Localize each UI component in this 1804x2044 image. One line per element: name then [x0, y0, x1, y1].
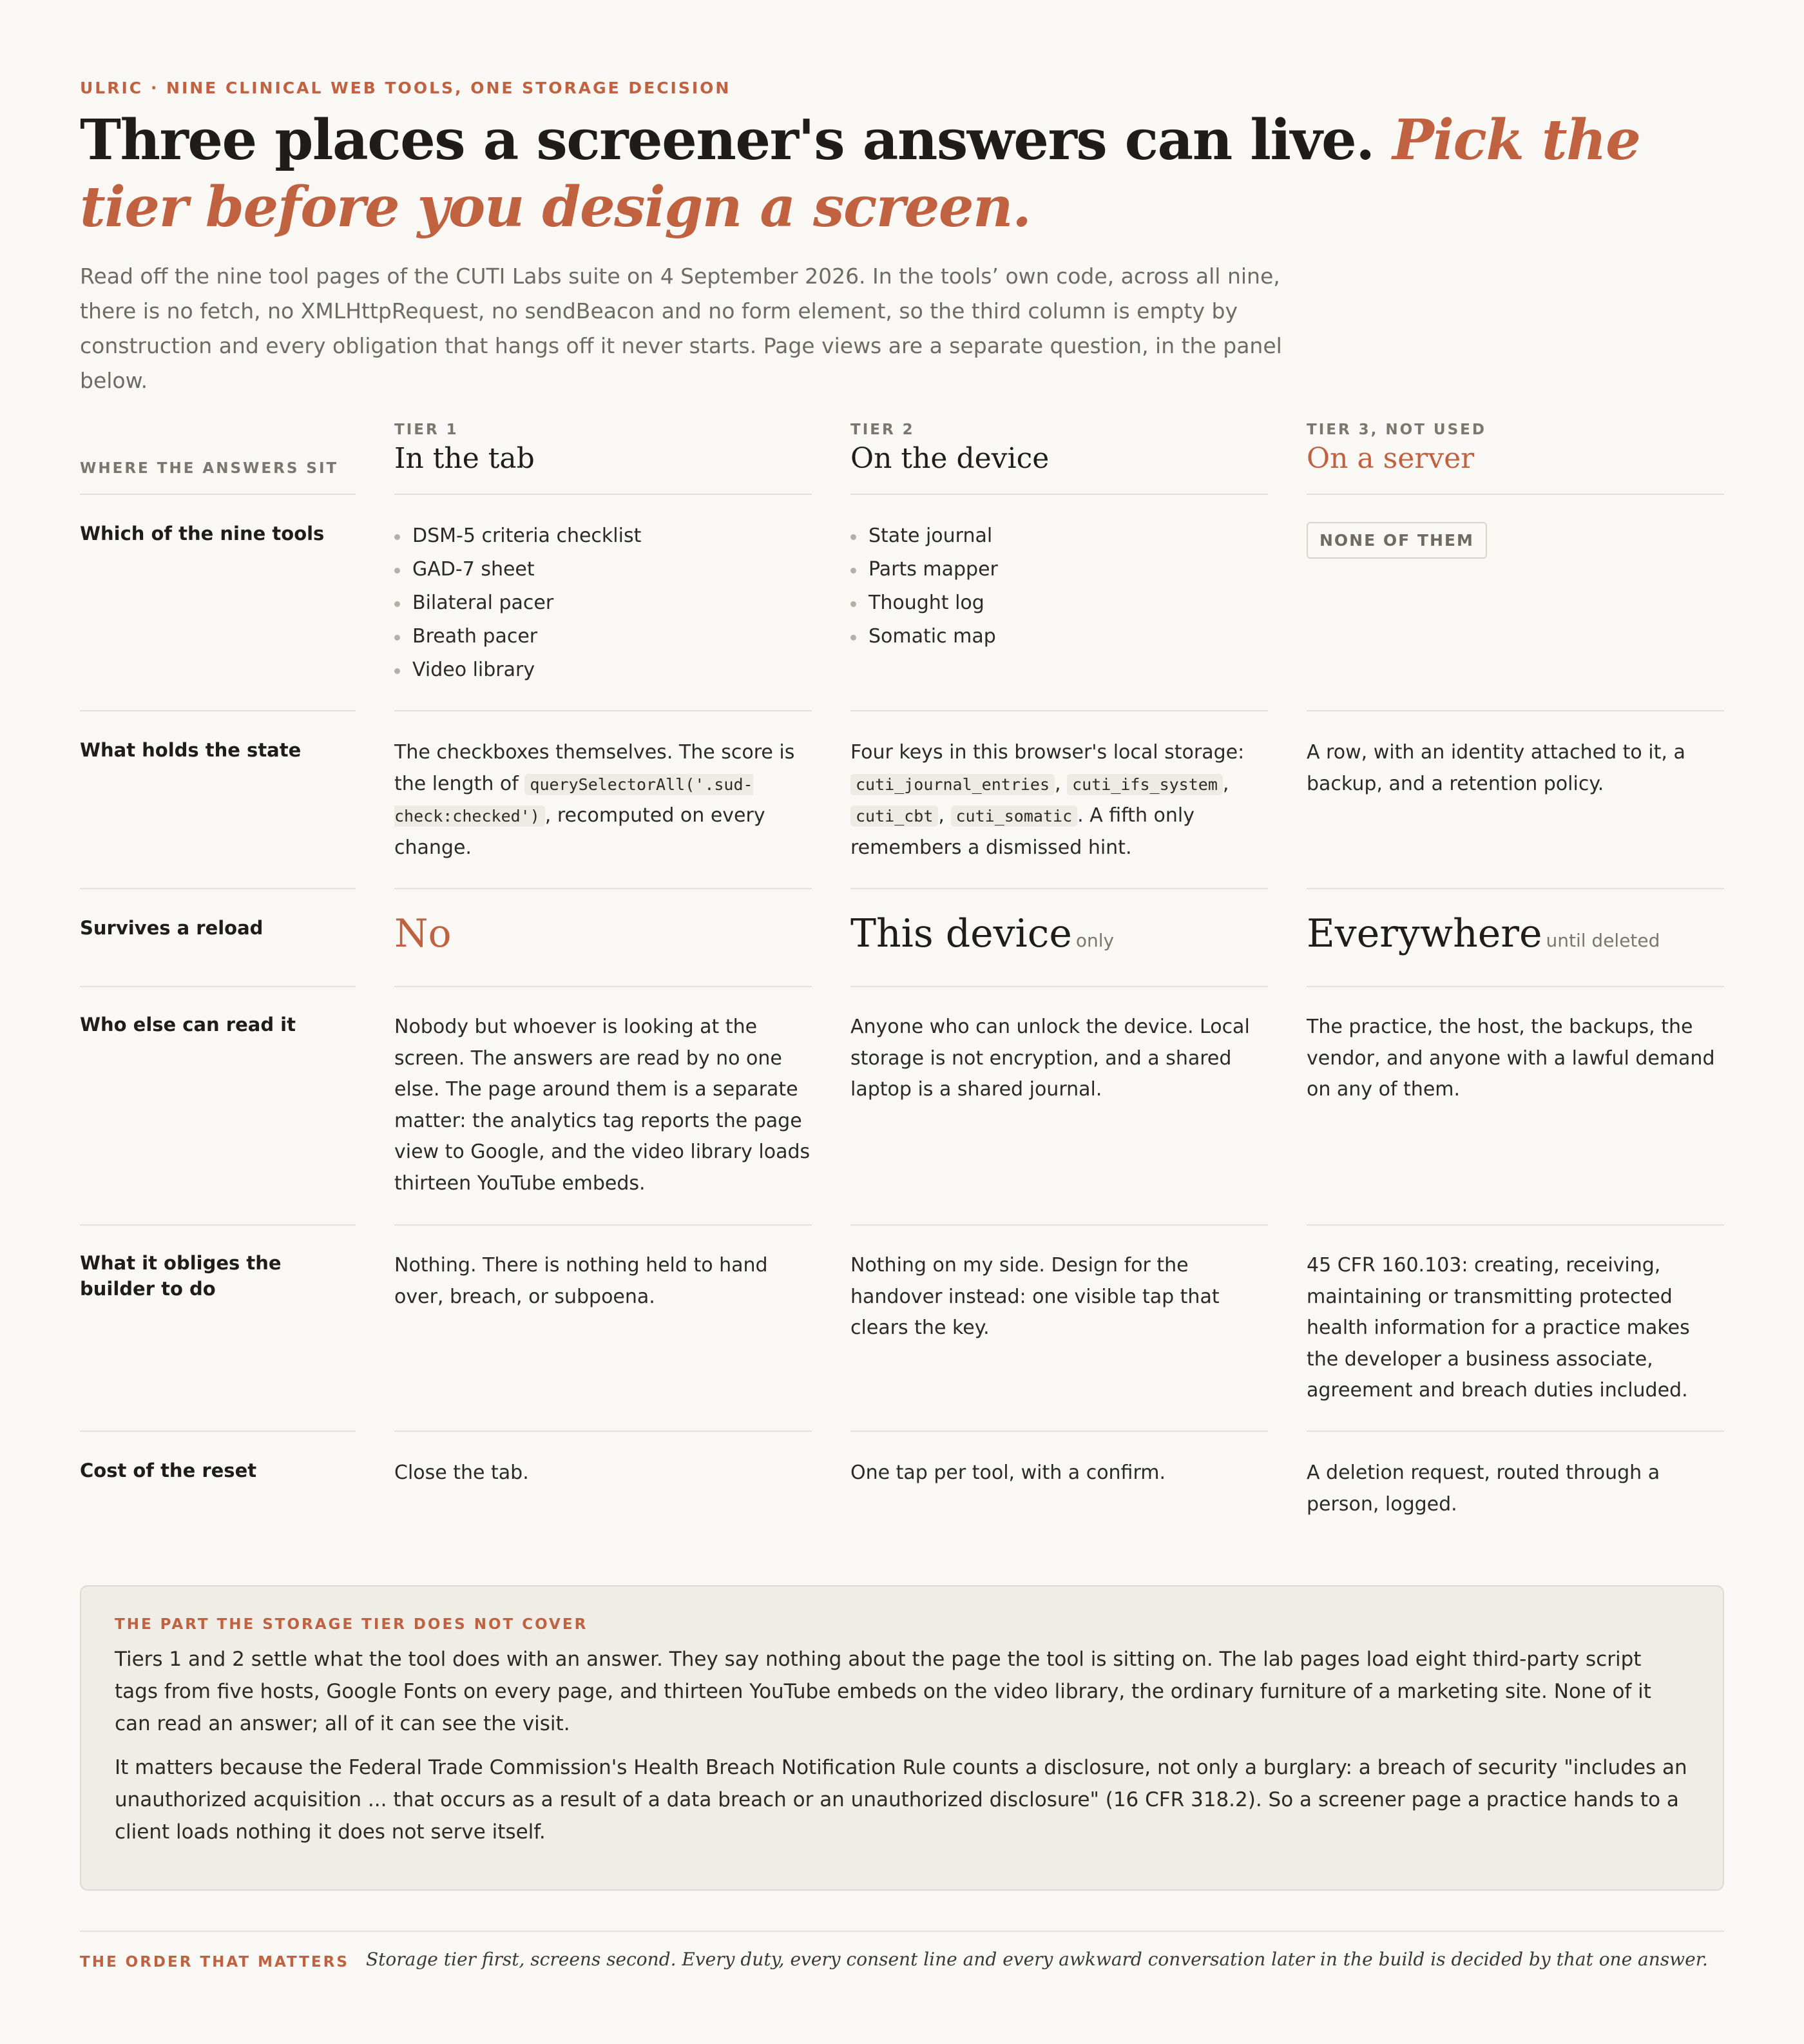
cell-text: The checkboxes themselves. The score is the length of [394, 741, 795, 795]
footer-text: Storage tier first, screens second. Every duty, every consent line and every awkward conversation later in the build is decided by that one answer. [366, 1949, 1708, 1970]
row-label-reset: Cost of the reset [80, 1460, 257, 1481]
tier1-reload-value: No [394, 911, 452, 956]
divider [394, 710, 812, 711]
caveat-panel [80, 1585, 1724, 1891]
tier-2-header [850, 421, 1268, 475]
reload-qualifier: only [1075, 930, 1115, 951]
divider [80, 1931, 1724, 1932]
code-snippet: cuti_ifs_system [1067, 774, 1223, 795]
tier-title: On the device [850, 442, 1050, 475]
divider [850, 1224, 1268, 1226]
divider [394, 986, 812, 987]
code-snippet: cuti_cbt [850, 805, 938, 827]
panel-paragraph: Tiers 1 and 2 settle what the tool does with an answer. They say nothing about the page the tool is sitting on. The lab pages load eight third-party script tags from five hosts, Google Fonts on every page, and thirteen YouTube embeds on the video library, the ordinary furniture of a marketing site. None of it can read an answer; all of it can see the visit. [115, 1648, 1651, 1735]
tier3-tools-cell [1307, 522, 1724, 559]
divider [1307, 986, 1724, 987]
lede: Read off the nine tool pages of the CUTI Labs suite on 4 September 2026. In the tools’ own code, across all nine, there is no fetch, no XMLHttpRequest, no sendBeacon and no form element, so the third column is empty by construction and every obligation that hangs off it never starts. Page views are a separate question, in the panel below. [80, 264, 1282, 393]
row-label-state: What holds the state [80, 739, 302, 761]
page-title [80, 107, 1729, 241]
divider [850, 888, 1268, 889]
row-label-readers: Who else can read it [80, 1014, 296, 1036]
divider [394, 1224, 812, 1226]
eyebrow: ULRIC · NINE CLINICAL WEB TOOLS, ONE STORAGE DECISION [80, 79, 731, 97]
list-item: Thought log [850, 586, 1268, 620]
headline-main: Three places a screener's answers can live. [80, 108, 1393, 173]
tier3-reload-value [1307, 911, 1724, 963]
tier-3-header [1307, 421, 1724, 475]
list-item: Breath pacer [394, 620, 812, 653]
tier2-obliges-cell: Nothing on my side. Design for the handover instead: one visible tap that clears the key. [850, 1254, 1220, 1339]
divider [80, 986, 356, 987]
tier-title: In the tab [394, 442, 535, 475]
divider [850, 710, 1268, 711]
list-item: State journal [850, 519, 1268, 553]
divider [80, 710, 356, 711]
divider [80, 494, 356, 495]
list-item: Somatic map [850, 620, 1268, 653]
corner-label: WHERE THE ANSWERS SIT [80, 460, 339, 477]
none-badge: NONE OF THEM [1307, 522, 1487, 559]
reload-big: Everywhere [1307, 911, 1542, 956]
row-label-tools: Which of the nine tools [80, 523, 325, 545]
divider [1307, 1431, 1724, 1432]
footer-label: THE ORDER THAT MATTERS [80, 1954, 349, 1971]
row-label-reload: Survives a reload [80, 917, 264, 939]
tier2-reload-value [850, 911, 1268, 963]
divider [80, 1431, 356, 1432]
tier-1-header [394, 421, 812, 475]
tier3-state-cell: A row, with an identity attached to it, a backup, and a retention policy. [1307, 741, 1685, 795]
code-snippet: querySelectorAll('.sud-check:checked') [394, 775, 753, 825]
separator: , [938, 804, 951, 827]
list-item: Bilateral pacer [394, 586, 812, 620]
divider [850, 1431, 1268, 1432]
divider [394, 494, 812, 495]
divider [1307, 494, 1724, 495]
panel-paragraph: It matters because the Federal Trade Commission's Health Breach Notification Rule counts a disclosure, not only a burglary: a breach of security "includes an unauthorized acquisition ... that occurs as a result of a data breach or an unauthorized disclosure" (16 CFR 318.2). So a screener page a practice hands to a client loads nothing it does not serve itself. [115, 1756, 1687, 1844]
code-snippet: cuti_somatic [951, 805, 1078, 827]
tier1-readers-cell: Nobody but whoever is looking at the screen. The answers are read by no one else. The page around them is a separate matter: the analytics tag reports the page view to Google, and the video library loads thirteen YouTube embeds. [394, 1016, 811, 1195]
tier2-readers-cell: Anyone who can unlock the device. Local storage is not encryption, and a shared laptop is a shared journal. [850, 1016, 1250, 1101]
reload-qualifier: until deleted [1546, 930, 1660, 951]
tier1-state-cell [394, 737, 812, 863]
tier2-reset-cell: One tap per tool, with a confirm. [850, 1461, 1166, 1484]
tier3-readers-cell: The practice, the host, the backups, the vendor, and anyone with a lawful demand on any of them. [1307, 1016, 1715, 1101]
tier-title: On a server [1307, 442, 1475, 475]
divider [850, 494, 1268, 495]
separator: , [1222, 772, 1229, 795]
row-label-obliges: What it obliges the builder to do [80, 1252, 282, 1300]
tier2-state-cell [850, 737, 1268, 863]
divider [850, 986, 1268, 987]
code-snippet: cuti_journal_entries [850, 774, 1055, 795]
list-item: DSM-5 criteria checklist [394, 519, 812, 553]
cell-text: . A fifth only remembers a dismissed hint. [850, 804, 1195, 859]
divider [394, 1431, 812, 1432]
tier1-obliges-cell: Nothing. There is nothing held to hand over, breach, or subpoena. [394, 1254, 768, 1308]
tier-label: TIER 2 [850, 421, 915, 438]
cell-text: Four keys in this browser's local storage: [850, 741, 1245, 764]
separator: , [1055, 772, 1068, 795]
cell-text: , recomputed on every change. [394, 804, 765, 859]
list-item: GAD-7 sheet [394, 553, 812, 586]
headline-accent: Pick the tier before you design a screen. [80, 108, 1640, 240]
tier3-reset-cell: A deletion request, routed through a person, logged. [1307, 1461, 1660, 1516]
tier-label: TIER 1 [394, 421, 459, 438]
divider [394, 888, 812, 889]
divider [80, 888, 356, 889]
tier3-obliges-cell: 45 CFR 160.103: creating, receiving, maintaining or transmitting protected health information for a practice makes the developer a business associate, agreement and breach duties included. [1307, 1254, 1690, 1402]
tier2-tools-list [850, 519, 1268, 653]
panel-label: THE PART THE STORAGE TIER DOES NOT COVER [115, 1616, 588, 1633]
list-item: Parts mapper [850, 553, 1268, 586]
divider [1307, 710, 1724, 711]
divider [80, 1224, 356, 1226]
divider [1307, 888, 1724, 889]
tier-label: TIER 3, NOT USED [1307, 421, 1486, 438]
tier1-tools-list [394, 519, 812, 687]
divider [1307, 1224, 1724, 1226]
tier1-reset-cell: Close the tab. [394, 1461, 529, 1484]
reload-big: This device [850, 911, 1072, 956]
list-item: Video library [394, 653, 812, 687]
